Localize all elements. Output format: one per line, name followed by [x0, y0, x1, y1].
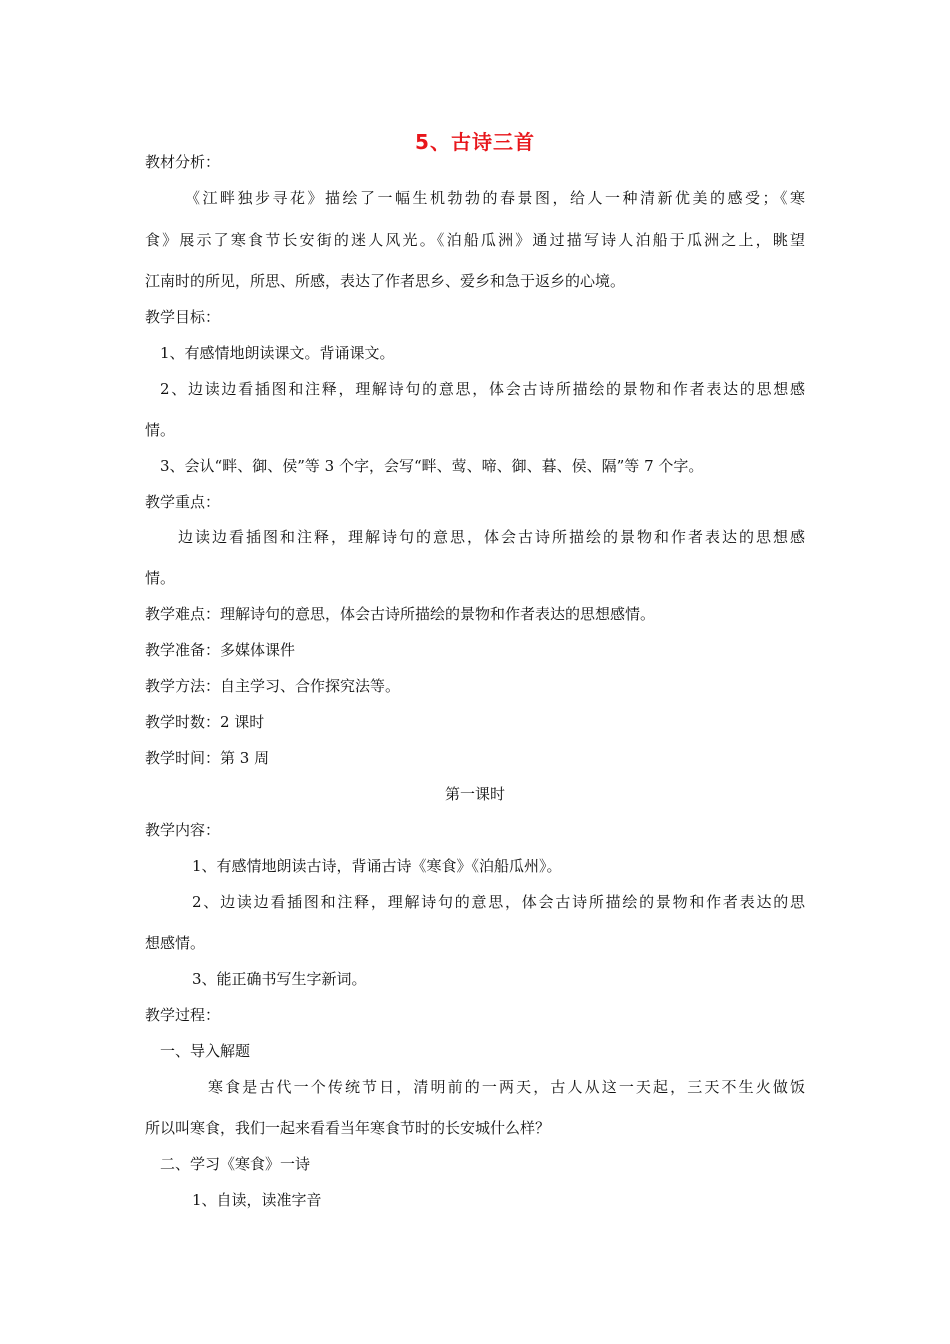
process-substep: 1、自读，读准字音 — [192, 1191, 322, 1209]
content-item: 1、有感情地朗读古诗，背诵古诗《寒食》《泊船瓜州》。 — [192, 857, 562, 875]
process-step-heading: 一、导入解题 — [160, 1042, 251, 1060]
goal-item: 2、边读边看插图和注释，理解诗句的意思，体会古诗所描绘的景物和作者表达的思想感 — [160, 380, 805, 398]
key-text: 边读边看插图和注释，理解诗句的意思，体会古诗所描绘的景物和作者表达的思想感 — [178, 528, 805, 546]
page-title: 5、古诗三首 — [415, 130, 535, 154]
section-heading: 第一课时 — [444, 785, 505, 803]
analysis-paragraph-line: 江南时的所见，所思、所感，表达了作者思乡、爱乡和急于返乡的心境。 — [145, 272, 626, 290]
process-paragraph-line: 寒食是古代一个传统节日，清明前的一两天，古人从这一天起，三天不生火做饭 — [208, 1078, 805, 1096]
goal-item: 3、会认“畔、御、侯”等 3 个字，会写“畔、莺、啼、御、暮、侯、隔”等 7 个字。 — [160, 457, 704, 475]
prep-line: 教学准备：多媒体课件 — [145, 641, 296, 659]
time-line: 教学时间：第 3 周 — [145, 749, 270, 767]
content-item: 3、能正确书写生字新词。 — [192, 970, 367, 988]
process-step-heading: 二、学习《寒食》一诗 — [160, 1155, 311, 1173]
process-label: 教学过程： — [145, 1006, 221, 1024]
analysis-label: 教材分析： — [145, 153, 221, 171]
process-paragraph-line: 所以叫寒食，我们一起来看看当年寒食节时的长安城什么样？ — [145, 1119, 551, 1137]
content-item: 2、边读边看插图和注释，理解诗句的意思，体会古诗所描绘的景物和作者表达的思 — [192, 893, 805, 911]
analysis-paragraph-line: 食》展示了寒食节长安街的迷人风光。《泊船瓜洲》通过描写诗人泊船于瓜洲之上，眺望 — [145, 231, 805, 249]
content-label: 教学内容： — [145, 821, 221, 839]
analysis-paragraph-line: 《江畔独步寻花》描绘了一幅生机勃勃的春景图，给人一种清新优美的感受；《寒 — [185, 189, 805, 207]
method-line: 教学方法：自主学习、合作探究法等。 — [145, 677, 401, 695]
goal-item-continued: 情。 — [145, 421, 176, 439]
key-label: 教学重点： — [145, 493, 221, 511]
content-item-continued: 想感情。 — [145, 934, 206, 952]
key-text-continued: 情。 — [145, 569, 176, 587]
difficulty-line: 教学难点：理解诗句的意思，体会古诗所描绘的景物和作者表达的思想感情。 — [145, 605, 656, 623]
goal-item: 1、有感情地朗读课文。背诵课文。 — [160, 344, 395, 362]
goals-label: 教学目标： — [145, 308, 221, 326]
hours-line: 教学时数：2 课时 — [145, 713, 265, 731]
